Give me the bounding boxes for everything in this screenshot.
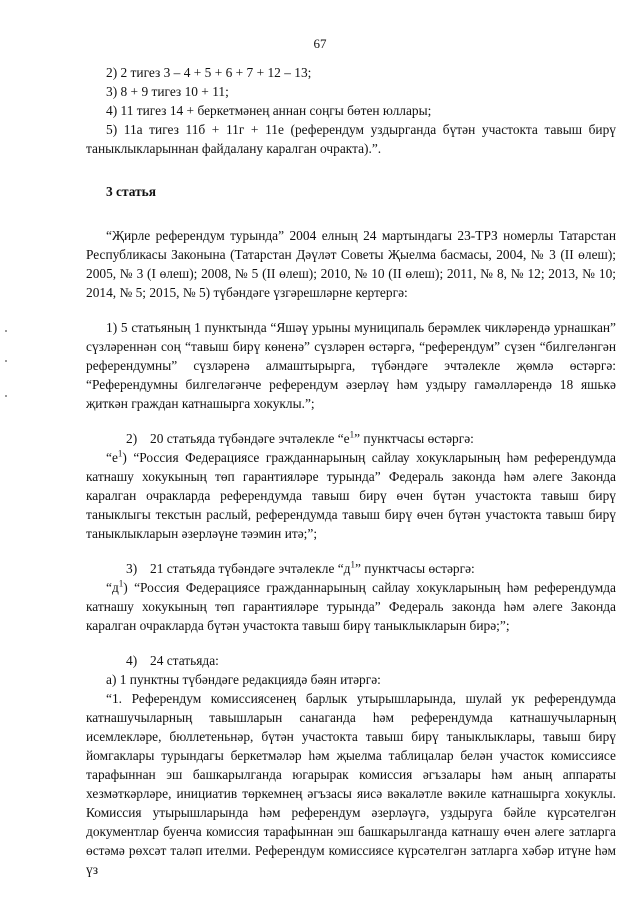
item-lead: 3) 21 статьяда түбәндәге эчтәлекле “$д^1$” пунктчасы өстәргә: <box>86 559 616 578</box>
item-quote: “$е^1$) “Россия Федерациясе гражданнарының сайлау хокукларының һәм референдумда катнашу хокукының төп гарантияләре турында” Федераль законда һәм әлеге Законда каралган очракларда референдумда тавыш бирү өчен бүтән участокта тавыш бирү таныклыгы текстын раслый, референдумда тавыш бирү өчен бүтән участокта тавыш бирү таныклыкларын әзерләүне тәэмин итә;”; <box>86 448 616 541</box>
article-intro: “Җирле референдум турында” 2004 елның 24 мартындагы 23-ТРЗ номерлы Татарстан Республикасы Законына (Татарстан Дәүләт Советы Җыелма басмасы, 2004, № 3 (II өлеш); 2005, № 3 (I өлеш); 2008, № 5 (II өлеш); 2010, № 10 (II өлеш); 2011, № 8, № 12; 2013, № 10; 2014, № 5; 2015, № 5) түбәндәге үзгәрешләрне кертергә: <box>86 228 616 300</box>
scan-margin-mark <box>5 330 7 332</box>
list-item: 4) 11 тигез 14 + беркетмәнең аннан соңгы бөтен юллары; <box>106 103 432 118</box>
amendment-item-2 <box>86 429 616 543</box>
item-lead: 4) 24 статьяда: <box>86 651 616 670</box>
page-number: 67 <box>313 36 327 51</box>
list-item: 2) 2 тигез 3 – 4 + 5 + 6 + 7 + 12 – 13; <box>106 65 312 80</box>
item-quote: “$д^1$) “Россия Федерациясе гражданнарының сайлау хокукларының һәм референдумда катнашу хокукының төп гарантияләре турында” Федераль законда һәм әлеге Законда каралган очракларда бүтән участокта тавыш бирү таныклыкларын бирә;”; <box>86 578 616 633</box>
amendment-item-1: 1) 5 статьяның 1 пунктында “Яшәү урыны муниципаль берәмлек чикләрендә урнашкан” сүзләреннән соң “тавыш бирү көненә” сүзләрен өстәргә, “референдум” сүзен “билгеләнгән референдумны” сүзләренә алмаштырырга, түбәндәге эчтәлекле җөмлә өстәргә: “Референдумны билгеләгәнче референдум әзерләү һәм уздыру гамәлләрендә 18 яшькә җиткән граждан катнашырга хокуклы.”; <box>86 320 616 411</box>
list-item: 3) 8 + 9 тигез 10 + 11; <box>106 84 229 99</box>
amendment-item-3 <box>86 559 616 635</box>
item-number: 4) <box>126 653 138 668</box>
item-number: 2) <box>126 431 138 446</box>
item-quote: “1. Референдум комиссиясенең барлык утырышларында, шулай ук референдумда катнашучыларның тавышларын санаганда һәм референдумда катнашучыларның исемлекләре, бюллетеньнәр, бүтән участокта тавыш бирү таныклыклары, тавыш бирү йомгаклары турындагы беркетмәләр һәм җыелма таблицалар белән участок комиссиясе тарафыннан эш башкарылганда югарырак комиссия әгъзалары һәм аның аппараты хезмәткәрләре, инициатив төркемнең әгъзасы яисә вәкаләтле вәкиле катнашырга хокуклы. Комиссия утырышларында һәм референдум әзерләүгә, уздыруга бәйле күрсәтелгән документлар буенча комиссия тарафыннан эш башкарылганда катнашу өчен әлеге затларга өстәмә рөхсәт таләп ителми. Референдум комиссиясе күрсәтелгән затларга хәбәр итүне һәм үз <box>86 691 616 877</box>
list-item: 5) 11а тигез 11б + 11г + 11е (референдум уздырганда бүтән участокта тавыш бирү таныклыкларыннан файдалану каралган очракта).”. <box>86 122 616 156</box>
formula-list <box>86 63 616 158</box>
amendment-item-4 <box>86 651 616 879</box>
item-subpoint-a: а) 1 пунктны түбәндәге редакциядә бәян итәргә: <box>106 672 381 687</box>
item-lead: 2) 20 статьяда түбәндәге эчтәлекле “$е^1$” пунктчасы өстәргә: <box>86 429 616 448</box>
document-body <box>86 63 616 879</box>
item-number: 3) <box>126 561 138 576</box>
scan-margin-mark <box>5 395 7 397</box>
scan-margin-mark <box>5 360 7 362</box>
article-heading: 3 статья <box>106 184 156 199</box>
